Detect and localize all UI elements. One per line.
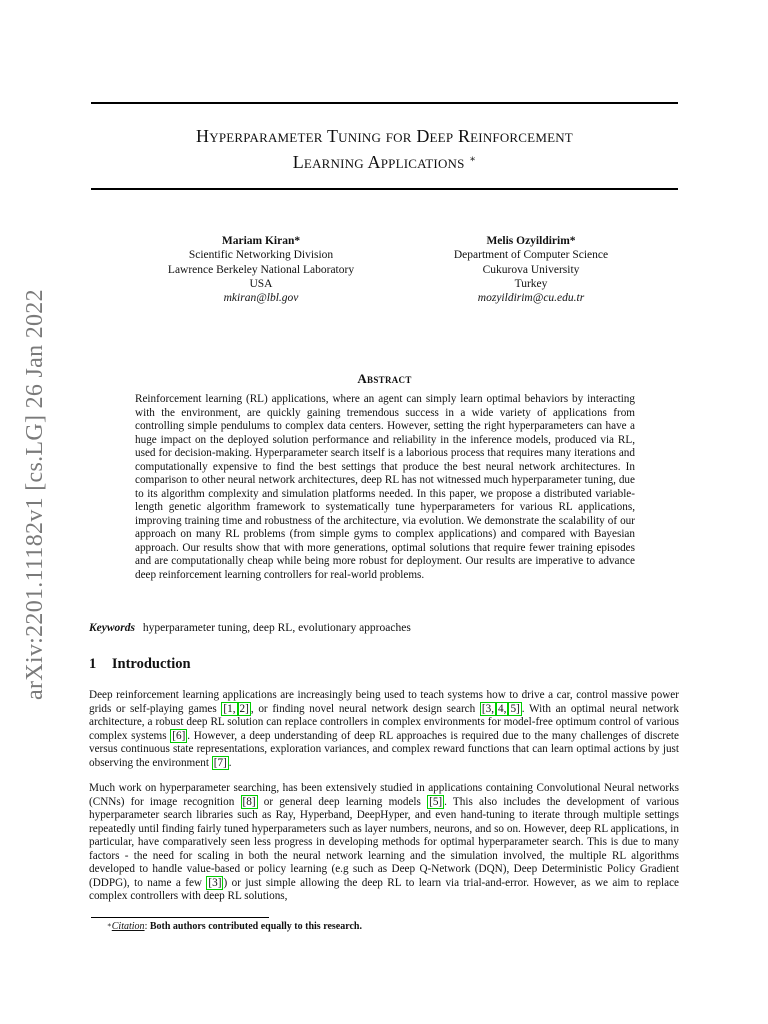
citation-link[interactable]: [5] xyxy=(429,795,443,808)
author-email[interactable]: mozyildirim@cu.edu.tr xyxy=(477,292,585,305)
title-rule-top xyxy=(91,102,678,104)
text-run: Deep reinforcement learning applications are increasingly being used to teach systems how to drive a car, control massive power grids or self-playing games xyxy=(89,689,679,715)
footnote-mark: ∗ xyxy=(107,921,112,929)
keywords-text: hyperparameter tuning, deep RL, evolutionary approaches xyxy=(142,622,411,634)
paper-title-line-2 xyxy=(91,150,678,174)
text-run: . xyxy=(228,756,232,769)
citation-link[interactable]: [7] xyxy=(213,756,227,769)
author-block-1 xyxy=(150,234,372,305)
citation-link[interactable]: 2] xyxy=(239,702,249,715)
intro-paragraph-2 xyxy=(89,782,679,904)
section-heading-introduction xyxy=(89,656,191,673)
author-affiliation: Lawrence Berkeley National Laboratory xyxy=(167,263,355,276)
citation-link[interactable]: [6] xyxy=(172,729,186,742)
keywords-label: Keywords xyxy=(89,622,135,634)
text-run: or general deep learning models xyxy=(257,795,428,808)
author-affiliation: Cukurova University xyxy=(482,263,580,276)
author-country: USA xyxy=(249,277,273,290)
citation-link[interactable]: 4, xyxy=(498,702,507,715)
arxiv-identifier-stamp: arXiv:2201.11182v1 [cs.LG] 26 Jan 2022 xyxy=(22,289,48,700)
citation-link[interactable]: [1, xyxy=(223,702,236,715)
author-name: Mariam Kiran* xyxy=(221,235,301,247)
footnote-text: Both authors contributed equally to this research. xyxy=(149,921,362,932)
citation-link[interactable]: [8] xyxy=(242,795,256,808)
text-run: , or finding novel neural network design search xyxy=(250,702,480,715)
footnote-colon: : xyxy=(144,921,150,932)
author-dept: Department of Computer Science xyxy=(453,249,609,262)
title-footnote-mark: ∗ xyxy=(469,154,477,165)
intro-paragraph-1 xyxy=(89,689,679,770)
title-text-2: Learning Applications xyxy=(292,152,465,172)
citation-link[interactable]: [3, xyxy=(481,702,495,715)
keywords-line xyxy=(89,622,689,634)
section-number: 1 xyxy=(89,656,97,672)
text-run: Much work on hyperparameter searching, has been extensively studied in applications containing Convolutional Neural networks (CNNs) for image recognition xyxy=(89,782,679,808)
abstract-heading: Abstract xyxy=(357,371,412,386)
author-dept: Scientific Networking Division xyxy=(188,249,334,262)
footnote xyxy=(107,921,362,932)
abstract-body: Reinforcement learning (RL) applications, where an agent can simply learn optimal behaviors by interacting with the environment, are quickly gaining tremendous success in a wide variety of applications from controlling simple pendulums to complex data centers. However, setting the right hyperparameters can have a huge impact on the deployed solution performance and reliability in the inference models, produced via RL, used for decision-making. Hyperparameter search itself is a laborious process that requires many iterations and computationally expensive to find the best settings that produce the best neural network architectures. In comparison to other neural network architectures, deep RL has not witnessed much hyperparameter tuning, due to its algorithm complexity and simulation platforms needed. In this paper, we propose a distributed variable-length genetic algorithm framework to systematically tune hyperparameters for various RL applications, improving training time and robustness of the architecture, via evolution. We demonstrate the scalability of our approach on many RL problems (from simple gyms to complex applications) and compared with Bayesian approach. Our results show that with more generations, optimal solutions that require fewer training episodes and are computationally cheap while being more robust for deployment. Our results are imperative to advance deep reinforcement learning controllers for real-world problems. xyxy=(135,393,635,581)
title-rule-bottom xyxy=(91,188,678,190)
author-block-2 xyxy=(424,234,638,305)
footnote-rule xyxy=(91,917,269,918)
citation-link[interactable]: [3] xyxy=(208,876,222,889)
paper-title-line-1 xyxy=(91,124,678,148)
text-run: . With an optimal neural network architecture, a robust deep RL solution can replace controllers in complex environments for model-free optimum control of various complex systems xyxy=(89,702,679,742)
author-country: Turkey xyxy=(514,277,548,290)
section-title: Introduction xyxy=(111,656,191,672)
author-email[interactable]: mkiran@lbl.gov xyxy=(223,292,299,305)
text-run: . This also includes the development of various hyperparameter search libraries such as Ray, Hyperband, DeepHyper, and even hand-tuning to iterate through multiple settings repeatedly until finding fairly tuned hyperparameters such as layer numbers, neurons, and so on. However, deep RL applications, in particular, have comparatively seen less progress in developing methods for optimal hyperparameter search. This is due to many factors - the need for scaling in both the neural network learning and the simulation involved, the multiple RL algorithms developed to handle value-based or policy learning (e.g such as Deep Q-Network (DQN), Deep Deterministic Policy Gradient (DDPG), to name a few xyxy=(89,795,679,889)
text-run: ) or just simple allowing the deep RL to learn via trial-and-error. However, as we aim to replace complex controllers with deep RL solutions, xyxy=(89,876,680,902)
text-run: . However, a deep understanding of deep RL approaches is required due to the many challenges of discrete versus continuous state representations, exploration variances, and complex reward functions that can learn optimal actions by just observing the environment xyxy=(89,729,679,769)
footnote-label[interactable]: Citation xyxy=(111,921,145,932)
citation-link[interactable]: 5] xyxy=(510,702,520,715)
title-text-1: Hyperparameter Tuning for Deep Reinforcement xyxy=(196,126,573,146)
author-name: Melis Ozyildirim* xyxy=(486,235,576,247)
